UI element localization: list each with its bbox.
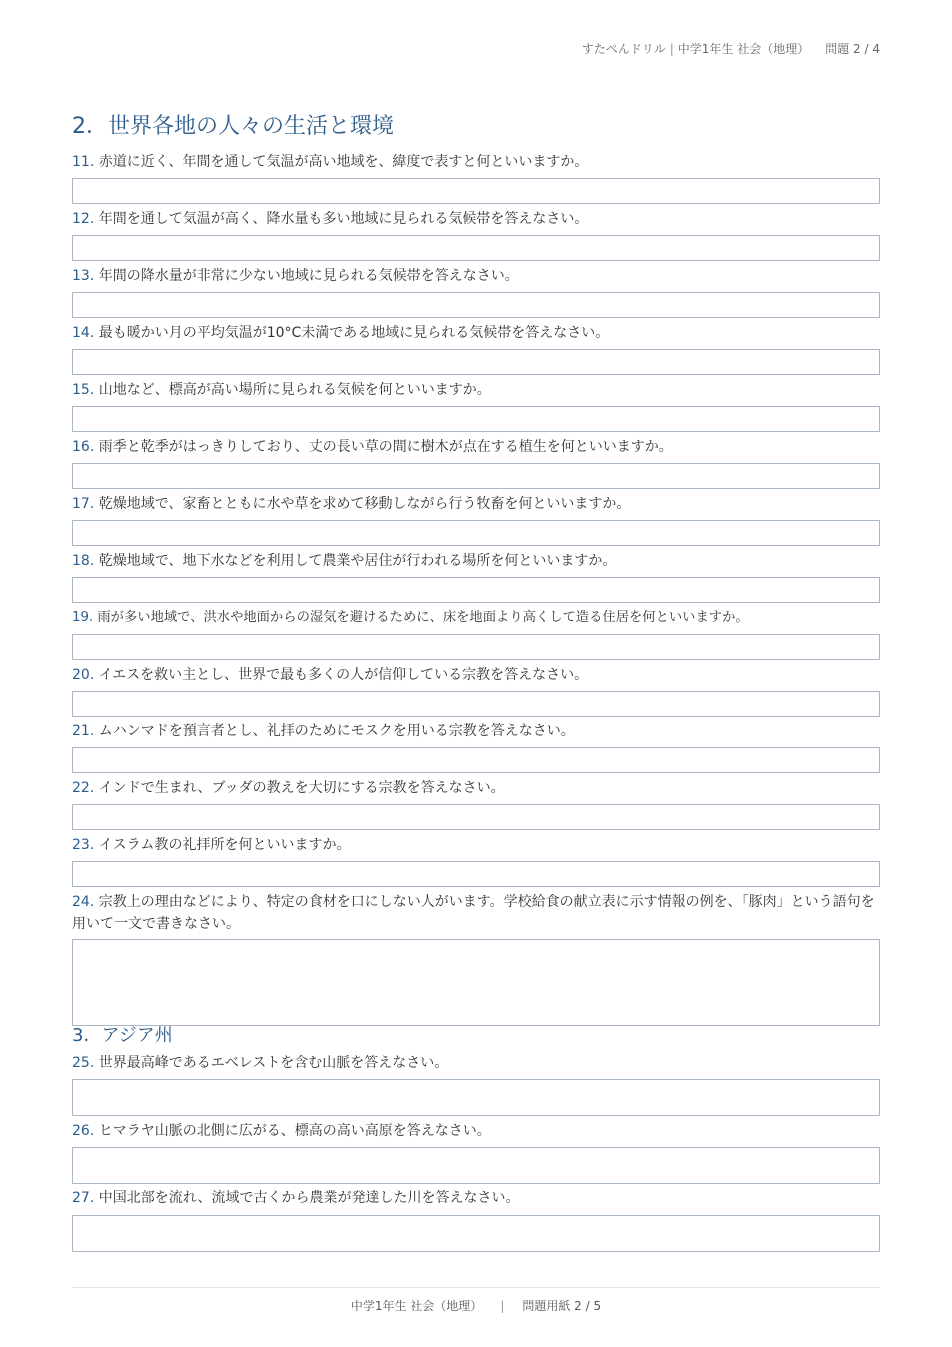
question-14 — [72, 322, 880, 344]
question-27 — [72, 1187, 880, 1209]
question-16 — [72, 436, 880, 458]
question-text: 世界最高峰であるエベレストを含む山脈を答えなさい。 — [98, 1055, 449, 1071]
question-text: 乾燥地域で、地下水などを利用して農業や居住が行われる場所を何といいますか。 — [98, 553, 617, 569]
question-12 — [72, 208, 880, 230]
question-number: 24. — [72, 894, 95, 910]
answer-box-20[interactable] — [72, 691, 880, 717]
question-number: 15. — [72, 382, 95, 398]
question-number: 25. — [72, 1055, 95, 1071]
question-number: 19. — [72, 610, 94, 625]
question-text: 山地など、標高が高い場所に見られる気候を何といいますか。 — [98, 382, 491, 398]
question-text: イスラム教の礼拝所を何といいますか。 — [98, 837, 351, 853]
header-page-number: 問題 2 / 4 — [825, 42, 880, 56]
question-22 — [72, 777, 880, 799]
question-text: ヒマラヤ山脈の北側に広がる、標高の高い高原を答えなさい。 — [98, 1123, 491, 1139]
question-18 — [72, 550, 880, 572]
question-19 — [72, 607, 880, 629]
question-number: 18. — [72, 553, 95, 569]
answer-box-26[interactable] — [72, 1147, 880, 1184]
question-text: 中国北部を流れ、流域で古くから農業が発達した川を答えなさい。 — [98, 1190, 520, 1206]
question-number: 22. — [72, 780, 95, 796]
answer-box-24[interactable] — [72, 939, 880, 1026]
question-number: 12. — [72, 211, 95, 227]
page-footer — [0, 1297, 952, 1314]
answer-box-13[interactable] — [72, 292, 880, 318]
footer-divider — [72, 1287, 880, 1288]
question-13 — [72, 265, 880, 287]
question-number: 13. — [72, 268, 95, 284]
footer-sheet-number: 問題用紙 2 / 5 — [522, 1299, 602, 1313]
header-title: すたぺんドリル — [581, 42, 666, 56]
question-text: 年間を通して気温が高く、降水量も多い地域に見られる気候帯を答えなさい。 — [98, 211, 589, 227]
question-text: イエスを救い主とし、世界で最も多くの人が信仰している宗教を答えなさい。 — [98, 667, 589, 683]
answer-box-12[interactable] — [72, 235, 880, 261]
question-number: 17. — [72, 496, 95, 512]
question-number: 26. — [72, 1123, 95, 1139]
answer-box-23[interactable] — [72, 861, 880, 887]
question-24 — [72, 891, 880, 935]
header-divider: | — [669, 42, 674, 56]
question-20 — [72, 664, 880, 686]
answer-box-21[interactable] — [72, 747, 880, 773]
question-text: 宗教上の理由などにより、特定の食材を口にしない人がいます。学校給食の献立表に示す情報の例を、「豚肉」という語句を用いて一文で書きなさい。 — [72, 894, 875, 932]
answer-box-22[interactable] — [72, 804, 880, 830]
question-text: 年間の降水量が非常に少ない地域に見られる気候帯を答えなさい。 — [98, 268, 519, 284]
question-number: 14. — [72, 325, 95, 341]
question-text: 乾燥地域で、家畜とともに水や草を求めて移動しながら行う牧畜を何といいますか。 — [98, 496, 631, 512]
section-title-asia: 3．アジア州 — [72, 1025, 173, 1046]
question-number: 23. — [72, 837, 95, 853]
question-number: 11. — [72, 154, 95, 170]
answer-box-16[interactable] — [72, 463, 880, 489]
question-11 — [72, 151, 880, 173]
answer-box-17[interactable] — [72, 520, 880, 546]
question-number: 20. — [72, 667, 95, 683]
question-text: 最も暖かい月の平均気温が10°C未満である地域に見られる気候帯を答えなさい。 — [98, 325, 610, 341]
question-number: 21. — [72, 723, 95, 739]
question-23 — [72, 834, 880, 856]
answer-box-19[interactable] — [72, 634, 880, 660]
answer-box-25[interactable] — [72, 1079, 880, 1116]
question-25 — [72, 1052, 880, 1074]
question-17 — [72, 493, 880, 515]
footer-course: 中学1年生 社会（地理） — [350, 1299, 483, 1313]
question-number: 27. — [72, 1190, 95, 1206]
section-title-world-life: 2．世界各地の人々の生活と環境 — [72, 114, 394, 139]
question-26 — [72, 1120, 880, 1142]
answer-box-11[interactable] — [72, 178, 880, 204]
question-15 — [72, 379, 880, 401]
question-text: 雨季と乾季がはっきりしており、丈の長い草の間に樹木が点在する植生を何といいますか。 — [98, 439, 673, 455]
question-text: 雨が多い地域で、洪水や地面からの湿気を避けるために、床を地面より高くして造る住居を何といいますか。 — [97, 610, 749, 625]
answer-box-27[interactable] — [72, 1215, 880, 1252]
question-text: 赤道に近く、年間を通して気温が高い地域を、緯度で表すと何といいますか。 — [98, 154, 589, 170]
question-text: ムハンマドを預言者とし、礼拝のためにモスクを用いる宗教を答えなさい。 — [98, 723, 575, 739]
header-course: 中学1年生 社会（地理） — [677, 42, 810, 56]
answer-box-15[interactable] — [72, 406, 880, 432]
question-number: 16. — [72, 439, 95, 455]
answer-box-14[interactable] — [72, 349, 880, 375]
question-text: インドで生まれ、ブッダの教えを大切にする宗教を答えなさい。 — [98, 780, 505, 796]
page-header — [582, 40, 880, 57]
answer-box-18[interactable] — [72, 577, 880, 603]
question-21 — [72, 720, 880, 742]
footer-separator: | — [500, 1299, 505, 1313]
